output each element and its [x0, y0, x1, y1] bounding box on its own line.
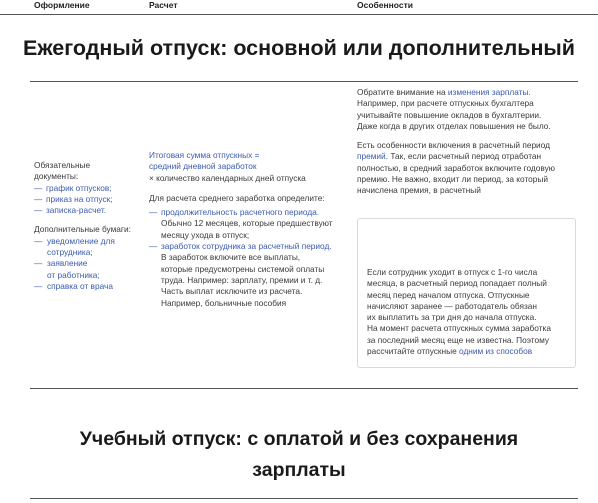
note-box — [357, 218, 576, 368]
formula-link[interactable]: Итоговая сумма отпускных = средний дневной заработок — [149, 150, 260, 172]
section-divider — [30, 81, 578, 82]
header-column-features: Особенности — [357, 0, 413, 10]
salary-change-link[interactable]: изменения зарплаты. — [447, 87, 531, 97]
doc-link-employee-application[interactable]: заявление от работника; — [47, 258, 100, 280]
bonus-paragraph: Есть особенности включения в расчетный период премий. Так, если расчетный период отработан полностью, в средний заработок включите годовую премию. Не важно, входит ли период, за который начислена премия, в расчетный — [357, 140, 555, 196]
formula — [149, 150, 354, 184]
list-item: — заработок сотрудника за расчетный период. В заработок включите все выплаты, которые предусмотрены системой оплаты труда. Например: зарплату, премии и т. д. Часть выплат исключите из расчета. Например, больничные пособия — [149, 241, 354, 309]
note-text: Если сотрудник уходит в отпуск с 1-го числа месяца, в расчетный период попадает полный месяц перед началом отпуска. Отпускные начисляют заранее — работодатель обязан их выплатить за три дня до начала отпуска. На момент расчета отпускных сумма заработка за последний месяц еще не известна. Поэтому рассчитайте отпускные одним из способов — [367, 267, 551, 357]
doc-link-calculation-note[interactable]: записка-расчет. — [46, 205, 107, 216]
section-title-annual-leave: Ежегодный отпуск: основной или дополнительный — [22, 36, 576, 60]
doc-link-employee-notice[interactable]: уведомление для сотрудника; — [47, 235, 115, 258]
calc-methods-link[interactable]: одним из способов — [459, 346, 533, 357]
required-docs-list — [34, 183, 139, 217]
salary-change-paragraph: Обратите внимание на изменения зарплаты. Например, при расчете отпускных бухгалтера учитывайте повышение окладов в бухгалтерии. Даже когда в других отделах повышения не было. — [357, 87, 551, 131]
list-item[interactable] — [34, 183, 139, 194]
section-divider — [30, 498, 578, 499]
extra-docs-label: Дополнительные бумаги: — [34, 224, 131, 235]
doc-link-doctor-certificate[interactable]: справка от врача — [47, 280, 113, 291]
header-column-design: Оформление — [34, 0, 90, 10]
list-item[interactable] — [34, 236, 139, 259]
list-item: — продолжительность расчетного периода. Обычно 12 месяцев, которые предшествуют месяцу ухода в отпуск; — [149, 207, 354, 241]
doc-link-vacation-schedule[interactable]: график отпусков; — [46, 182, 112, 193]
doc-link-vacation-order[interactable]: приказ на отпуск; — [46, 193, 113, 204]
section-title-study-leave: Учебный отпуск: с оплатой и без сохранения зарплаты — [79, 428, 519, 481]
required-docs-label: Обязательные документы: — [34, 160, 91, 182]
column-documents — [34, 160, 139, 292]
list-item[interactable] — [34, 281, 139, 292]
calc-intro: Для расчета среднего заработка определите: — [149, 192, 325, 203]
formula-tail: × количество календарных дней отпуска — [149, 172, 306, 183]
extra-docs-list — [34, 236, 139, 292]
list-item[interactable] — [34, 205, 139, 216]
bonus-link[interactable]: премий — [357, 151, 386, 162]
calc-earnings-link[interactable]: заработок сотрудника за расчетный период. — [161, 241, 332, 252]
column-features — [357, 87, 579, 197]
header-column-calculation: Расчет — [149, 0, 178, 10]
column-calculation — [149, 150, 354, 309]
table-header — [0, 0, 598, 15]
section-divider — [30, 388, 578, 389]
calc-period-link[interactable]: продолжительность расчетного периода. — [161, 207, 320, 218]
list-item[interactable] — [34, 194, 139, 205]
list-item[interactable] — [34, 258, 139, 281]
calc-steps-list — [149, 207, 354, 309]
